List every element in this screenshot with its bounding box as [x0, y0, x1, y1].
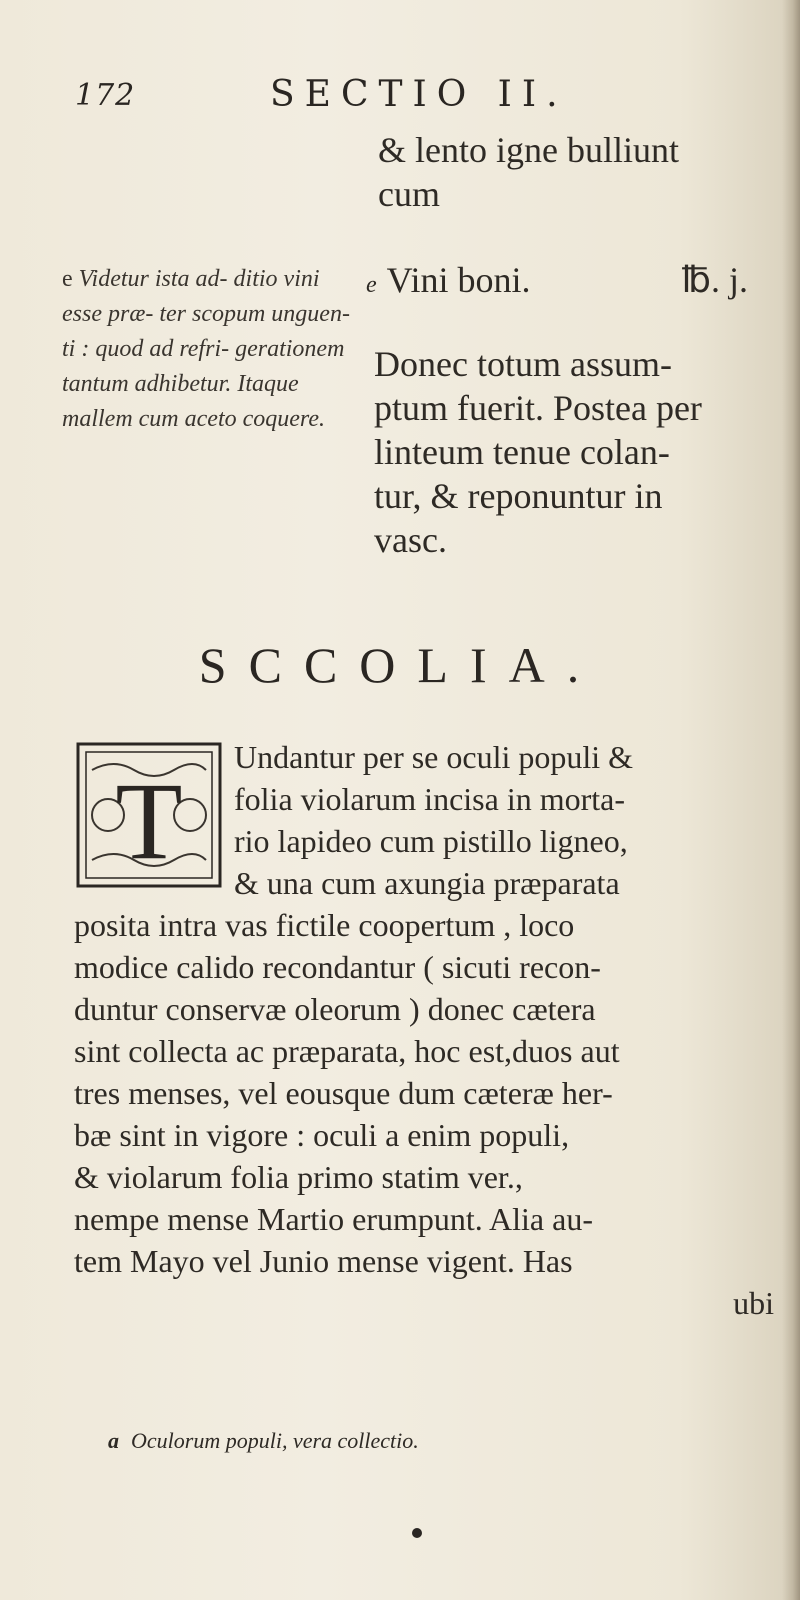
- body-line: posita intra vas fictile coopertum , loco: [74, 907, 575, 943]
- scholia-heading: SCCOLIA.: [198, 637, 602, 693]
- page-number: 172: [75, 78, 136, 113]
- running-header: [75, 70, 735, 130]
- footnote-marker: a: [108, 1428, 119, 1453]
- recipe-line: Donec totum assum-: [374, 344, 672, 384]
- recipe-instructions: [374, 342, 766, 562]
- body-line: folia violarum incisa in morta-: [234, 781, 625, 817]
- side-note: [62, 262, 352, 437]
- body-line: bæ sint in vigore : oculi a enim populi,: [74, 1117, 570, 1153]
- ingredient-name: Vini boni.: [386, 260, 531, 300]
- ink-dot: [412, 1528, 422, 1538]
- footnote-text: Oculorum populi, vera collectio.: [131, 1428, 419, 1453]
- scholia-body: [74, 736, 774, 1324]
- body-line: sint collecta ac præparata, hoc est,duos aut: [74, 1033, 620, 1069]
- section-title: SECTIO II.: [270, 74, 568, 115]
- body-line: tem Mayo vel Junio mense vigent. Has: [74, 1243, 573, 1279]
- body-line: nempe mense Martio erumpunt. Alia au-: [74, 1201, 593, 1237]
- catchword: ubi: [733, 1285, 774, 1321]
- recipe-line: vasc.: [374, 520, 447, 560]
- dropcap-letter: T: [115, 760, 183, 882]
- continuation-text: [378, 128, 778, 216]
- recipe-line: ptum fuerit. Postea per: [374, 388, 702, 428]
- footnote: [108, 1428, 708, 1454]
- recipe-ingredient: [366, 258, 766, 307]
- body-line: tres menses, vel eousque dum cæteræ her-: [74, 1075, 613, 1111]
- side-note-marker: e: [62, 266, 73, 292]
- body-line: & violarum folia primo statim ver.,: [74, 1159, 523, 1195]
- recipe-marker: e: [366, 272, 377, 298]
- ingredient-quantity: ℔. j.: [681, 260, 748, 300]
- body-line: modice calido recondantur ( sicuti recon-: [74, 949, 601, 985]
- page-edge-shadow: [782, 0, 800, 1600]
- side-note-text: Videtur ista ad- ditio vini esse præ- ter scopum unguen- ti : quod ad refri- gerationem tantum adhibetur. Itaque mallem cum aceto coquere.: [62, 266, 350, 432]
- body-line: duntur conservæ oleorum ) donec cætera: [74, 991, 596, 1027]
- recipe-line: linteum tenue colan-: [374, 432, 670, 472]
- body-line: & una cum axungia præparata: [234, 865, 620, 901]
- body-line: Undantur per se oculi populi &: [234, 739, 634, 775]
- body-line: rio lapideo cum pistillo ligneo,: [234, 823, 628, 859]
- continuation-line: & lento igne bulliunt: [378, 130, 679, 170]
- continuation-line: cum: [378, 174, 440, 214]
- recipe-line: tur, & reponuntur in: [374, 476, 663, 516]
